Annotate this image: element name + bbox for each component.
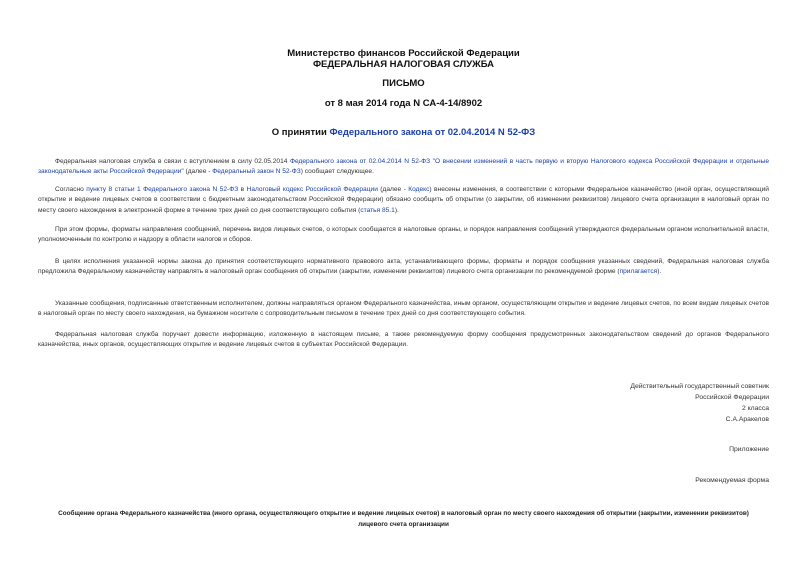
p2-text-4: ) внесены изменения, в соответствии с которыми Федеральное казначейство (иной орган, осуществляющий открытие и ведение лицевых счетов в соответствии с бюджетным законодательством Российской Федерации) обязано сообщить об открытии (о закрытии, об изменении реквизитов) лицевого счета организации в налоговый орган по месту своего нахождения в электронной форме в течение трех дней со дня соответствующего события ( [38, 186, 769, 214]
p4-text-2: ). [657, 268, 662, 276]
paragraph-3: При этом формы, форматы направления сообщений, перечень видов лицевых счетов, о которых сообщается в налоговые органы, и порядок направления сообщений утверждаются федеральным органом исполнительной власти, уполномоченным по контролю и надзору в области налогов и сборов. [38, 226, 769, 244]
p2-tax-code-link[interactable]: Налоговый кодекс Российской Федерации [246, 186, 378, 193]
paragraph-1 [38, 157, 769, 178]
paragraph-5: Указанные сообщения, подписанные ответственным исполнителем, должны направляться органом Федерального казначейства, иным органом, осуществляющим открытие и ведение лицевых счетов, по всем видам лицевых счетов в налоговый орган по месту своего нахождения, на бумажном носителе с сопроводительным письмом в течение трех дней со дня соответствующего события. [38, 300, 769, 318]
subject-law-link[interactable]: Федерального закона от 02.04.2014 N 52-ФЗ [329, 127, 536, 138]
p2-text-1: Согласно [55, 186, 87, 193]
signer-rank-line-1: Действительный государственный советник [630, 383, 769, 390]
paragraph-6: Федеральная налоговая служба поручает довести информацию, изложенную в настоящем письме, а также рекомендуемую форму сообщения предусмотренных законодательством сведений до органов Федерального казначейства, иных органов, осуществляющих открытие и ведение лицевых счетов в субъектах Российской Федерации. [38, 331, 769, 349]
p2-article-85-link[interactable]: статья 85.1 [360, 206, 395, 214]
p4-text-1: В целях исполнения указанной нормы закона до принятия соответствующего нормативного правового акта, устанавливающего формы, форматы и порядок сообщения указанных сведений, Федеральная налоговая служба предложила Федеральному казначейству направлять в налоговый орган сообщения об открытии (закрытии, изменении реквизитов) лицевого счета организации по рекомендуемой форме ( [38, 258, 769, 276]
signer-name: С.А.Аракелов [725, 416, 769, 423]
p1-text-3: ) сообщает следующее. [300, 168, 374, 176]
appendix-label: Приложение [729, 446, 769, 453]
form-title: Сообщение органа Федерального казначейства (иного органа, осуществляющего открытие и ведение лицевых счетов) в налоговый орган по месту своего нахождения об открытии (закрытии, изменении реквизитов) лицевого счета организации [58, 510, 749, 528]
p2-text-3: (далее - [377, 186, 409, 193]
p1-text-2: (далее - [183, 168, 213, 176]
paragraph-4 [38, 257, 769, 278]
p2-text-2: в [238, 186, 247, 193]
doc-date-number: от 8 мая 2014 года N СА-4-14/8902 [324, 98, 483, 109]
p2-code-link[interactable]: Кодекс [408, 186, 430, 193]
letter-subject [0, 127, 807, 138]
signer-rank-line-3: 2 класса [741, 405, 769, 412]
signer-rank-line-2: Российской Федерации [695, 394, 769, 401]
p1-law-short-link[interactable]: Федеральный закон N 52-ФЗ [212, 168, 301, 176]
p2-text-5: ). [394, 206, 399, 214]
paragraph-2 [38, 185, 769, 216]
subject-prefix: О принятии [271, 127, 330, 138]
ministry-title: Министерство финансов Российской Федерации [287, 48, 520, 59]
signature-block [469, 381, 769, 425]
p1-text-1: Федеральная налоговая служба в связи с вступлением в силу 02.05.2014 [55, 158, 290, 165]
service-title: ФЕДЕРАЛЬНАЯ НАЛОГОВАЯ СЛУЖБА [312, 59, 495, 70]
p4-attachment-link[interactable]: прилагается [619, 268, 658, 276]
doc-type: ПИСЬМО [382, 78, 425, 89]
recommended-form-label: Рекомендуемая форма [695, 477, 769, 484]
p1-law-link[interactable]: Федерального закона от 02.04.2014 N 52-ФЗ "О внесении изменений в часть первую и вторую Налогового кодекса Российской Федерации и отдельные законодательные акты Российской Федерации" [38, 158, 769, 176]
p2-article-link[interactable]: пункту 8 статьи 1 Федерального закона N 52-ФЗ [86, 186, 239, 193]
